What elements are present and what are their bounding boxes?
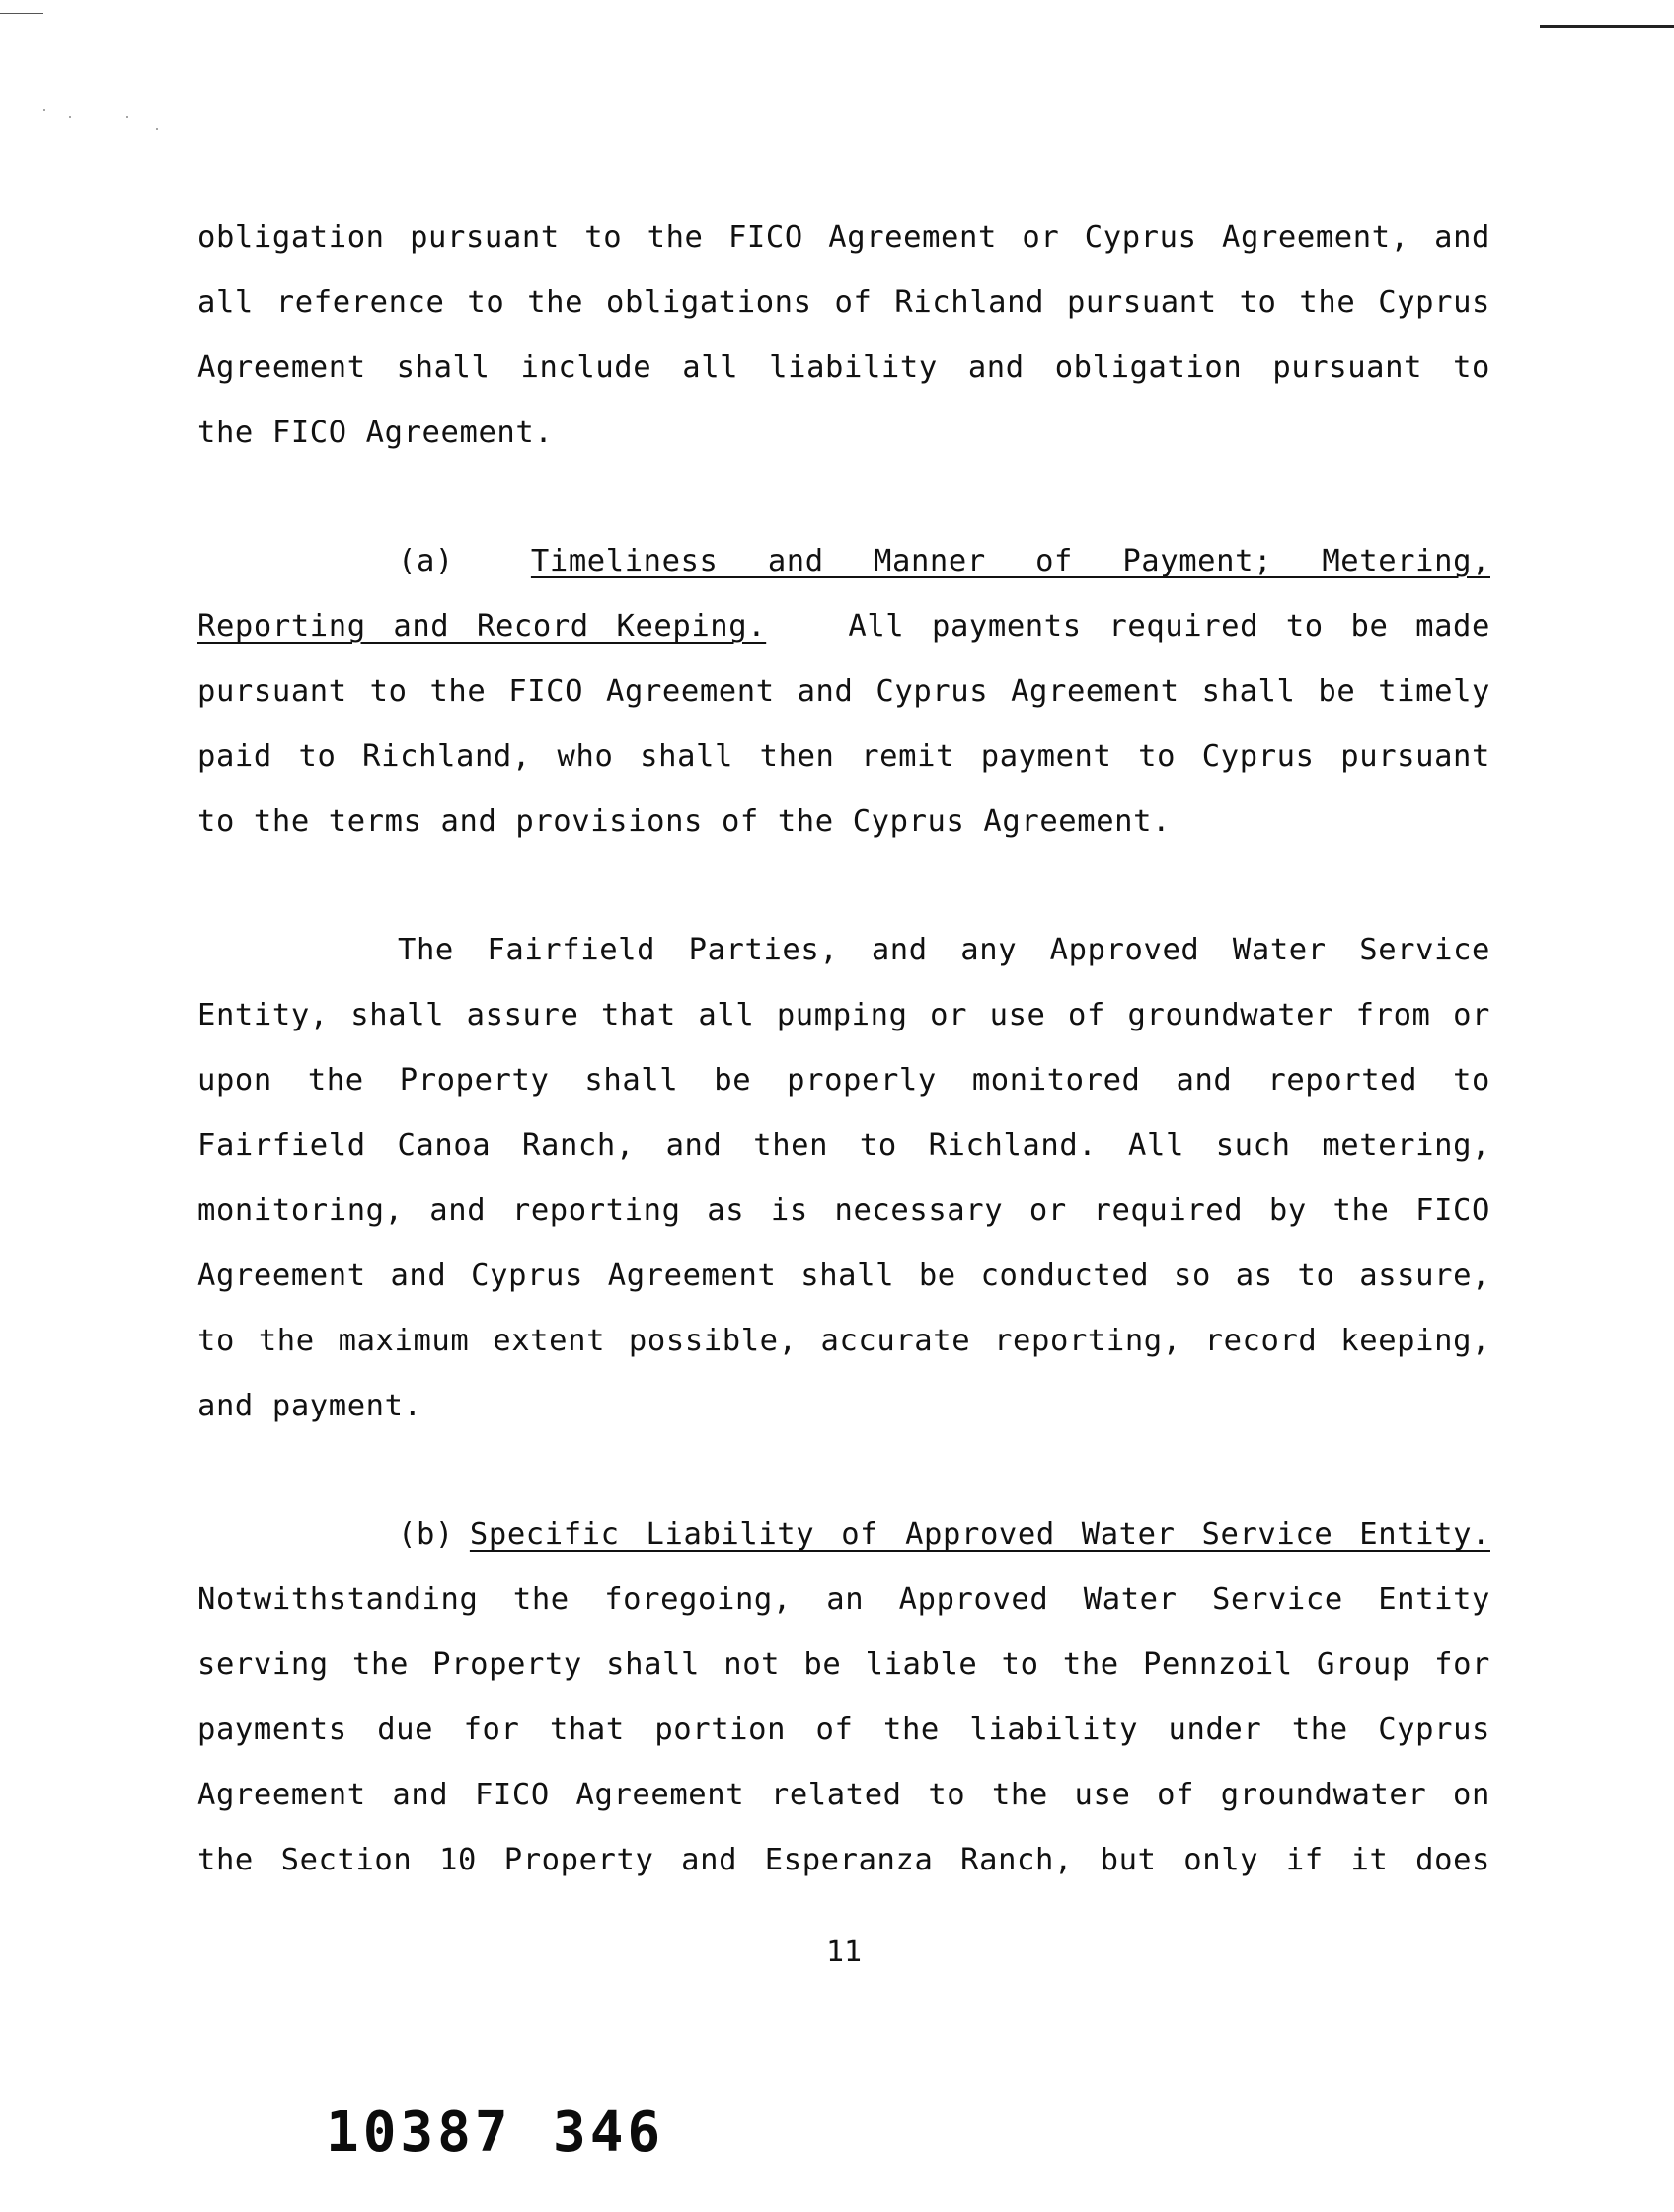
text-line: to the maximum extent possible, accurate reporting, record keeping,	[197, 1324, 1490, 1358]
text-line: all reference to the obligations of Richland pursuant to the Cyprus	[197, 285, 1490, 320]
text-line: Agreement and Cyprus Agreement shall be conducted so as to assure,	[197, 1259, 1490, 1293]
section-b	[197, 1502, 1490, 1893]
text-line: pursuant to the FICO Agreement and Cyprus Agreement shall be timely	[197, 674, 1490, 709]
scan-speck	[69, 116, 71, 118]
section-b-marker: (b)	[398, 1517, 454, 1552]
section-a-heading-line	[197, 529, 1490, 594]
text-line: the FICO Agreement.	[197, 416, 554, 450]
text-line: monitoring, and reporting as is necessary or required by the FICO	[197, 1193, 1490, 1228]
section-a-heading: Timeliness and Manner of Payment; Metering,	[530, 544, 1490, 578]
text-line: and payment.	[197, 1389, 422, 1423]
scan-speck	[126, 116, 128, 118]
text-line: serving the Property shall not be liable to the Pennzoil Group for	[197, 1647, 1490, 1682]
text-line: paid to Richland, who shall then remit payment to Cyprus pursuant	[197, 739, 1490, 774]
scan-speck	[43, 109, 45, 111]
section-b-heading-line	[197, 1502, 1490, 1567]
paragraph-continuation	[197, 205, 1490, 466]
page-number: 11	[825, 1935, 863, 1969]
docket-book-stamp: 10387	[326, 2100, 512, 2165]
scan-edge-mark	[1540, 25, 1674, 28]
text-line: the Section 10 Property and Esperanza Ranch, but only if it does	[197, 1843, 1490, 1877]
section-a-marker: (a)	[398, 544, 454, 578]
text-line: Agreement and FICO Agreement related to the use of groundwater on	[197, 1778, 1490, 1812]
text-line: Agreement shall include all liability and obligation pursuant to	[197, 350, 1490, 385]
text-line: to the terms and provisions of the Cyprus Agreement.	[197, 804, 1172, 839]
section-a-heading-cont: Reporting and Record Keeping.	[197, 609, 767, 644]
section-a	[197, 529, 1490, 855]
text-line: Fairfield Canoa Ranch, and then to Richland. All such metering,	[197, 1128, 1490, 1163]
text-fragment: All payments required to be made	[848, 609, 1490, 644]
text-line: payments due for that portion of the liability under the Cyprus	[197, 1713, 1490, 1747]
document-page	[197, 205, 1490, 1893]
section-a-heading-line	[197, 594, 1490, 659]
scan-speck	[156, 128, 158, 130]
text-line: obligation pursuant to the FICO Agreement or Cyprus Agreement, and	[197, 220, 1490, 255]
text-line: The Fairfield Parties, and any Approved Water Service	[398, 933, 1490, 967]
section-b-heading: Specific Liability of Approved Water Service Entity.	[469, 1517, 1490, 1552]
docket-page-stamp: 346	[553, 2100, 665, 2165]
text-line: Notwithstanding the foregoing, an Approved Water Service Entity	[197, 1582, 1490, 1617]
paragraph-metering	[197, 918, 1490, 1439]
text-line: Entity, shall assure that all pumping or use of groundwater from or	[197, 998, 1490, 1032]
scan-edge-mark	[0, 13, 43, 14]
text-line: upon the Property shall be properly monitored and reported to	[197, 1063, 1490, 1098]
